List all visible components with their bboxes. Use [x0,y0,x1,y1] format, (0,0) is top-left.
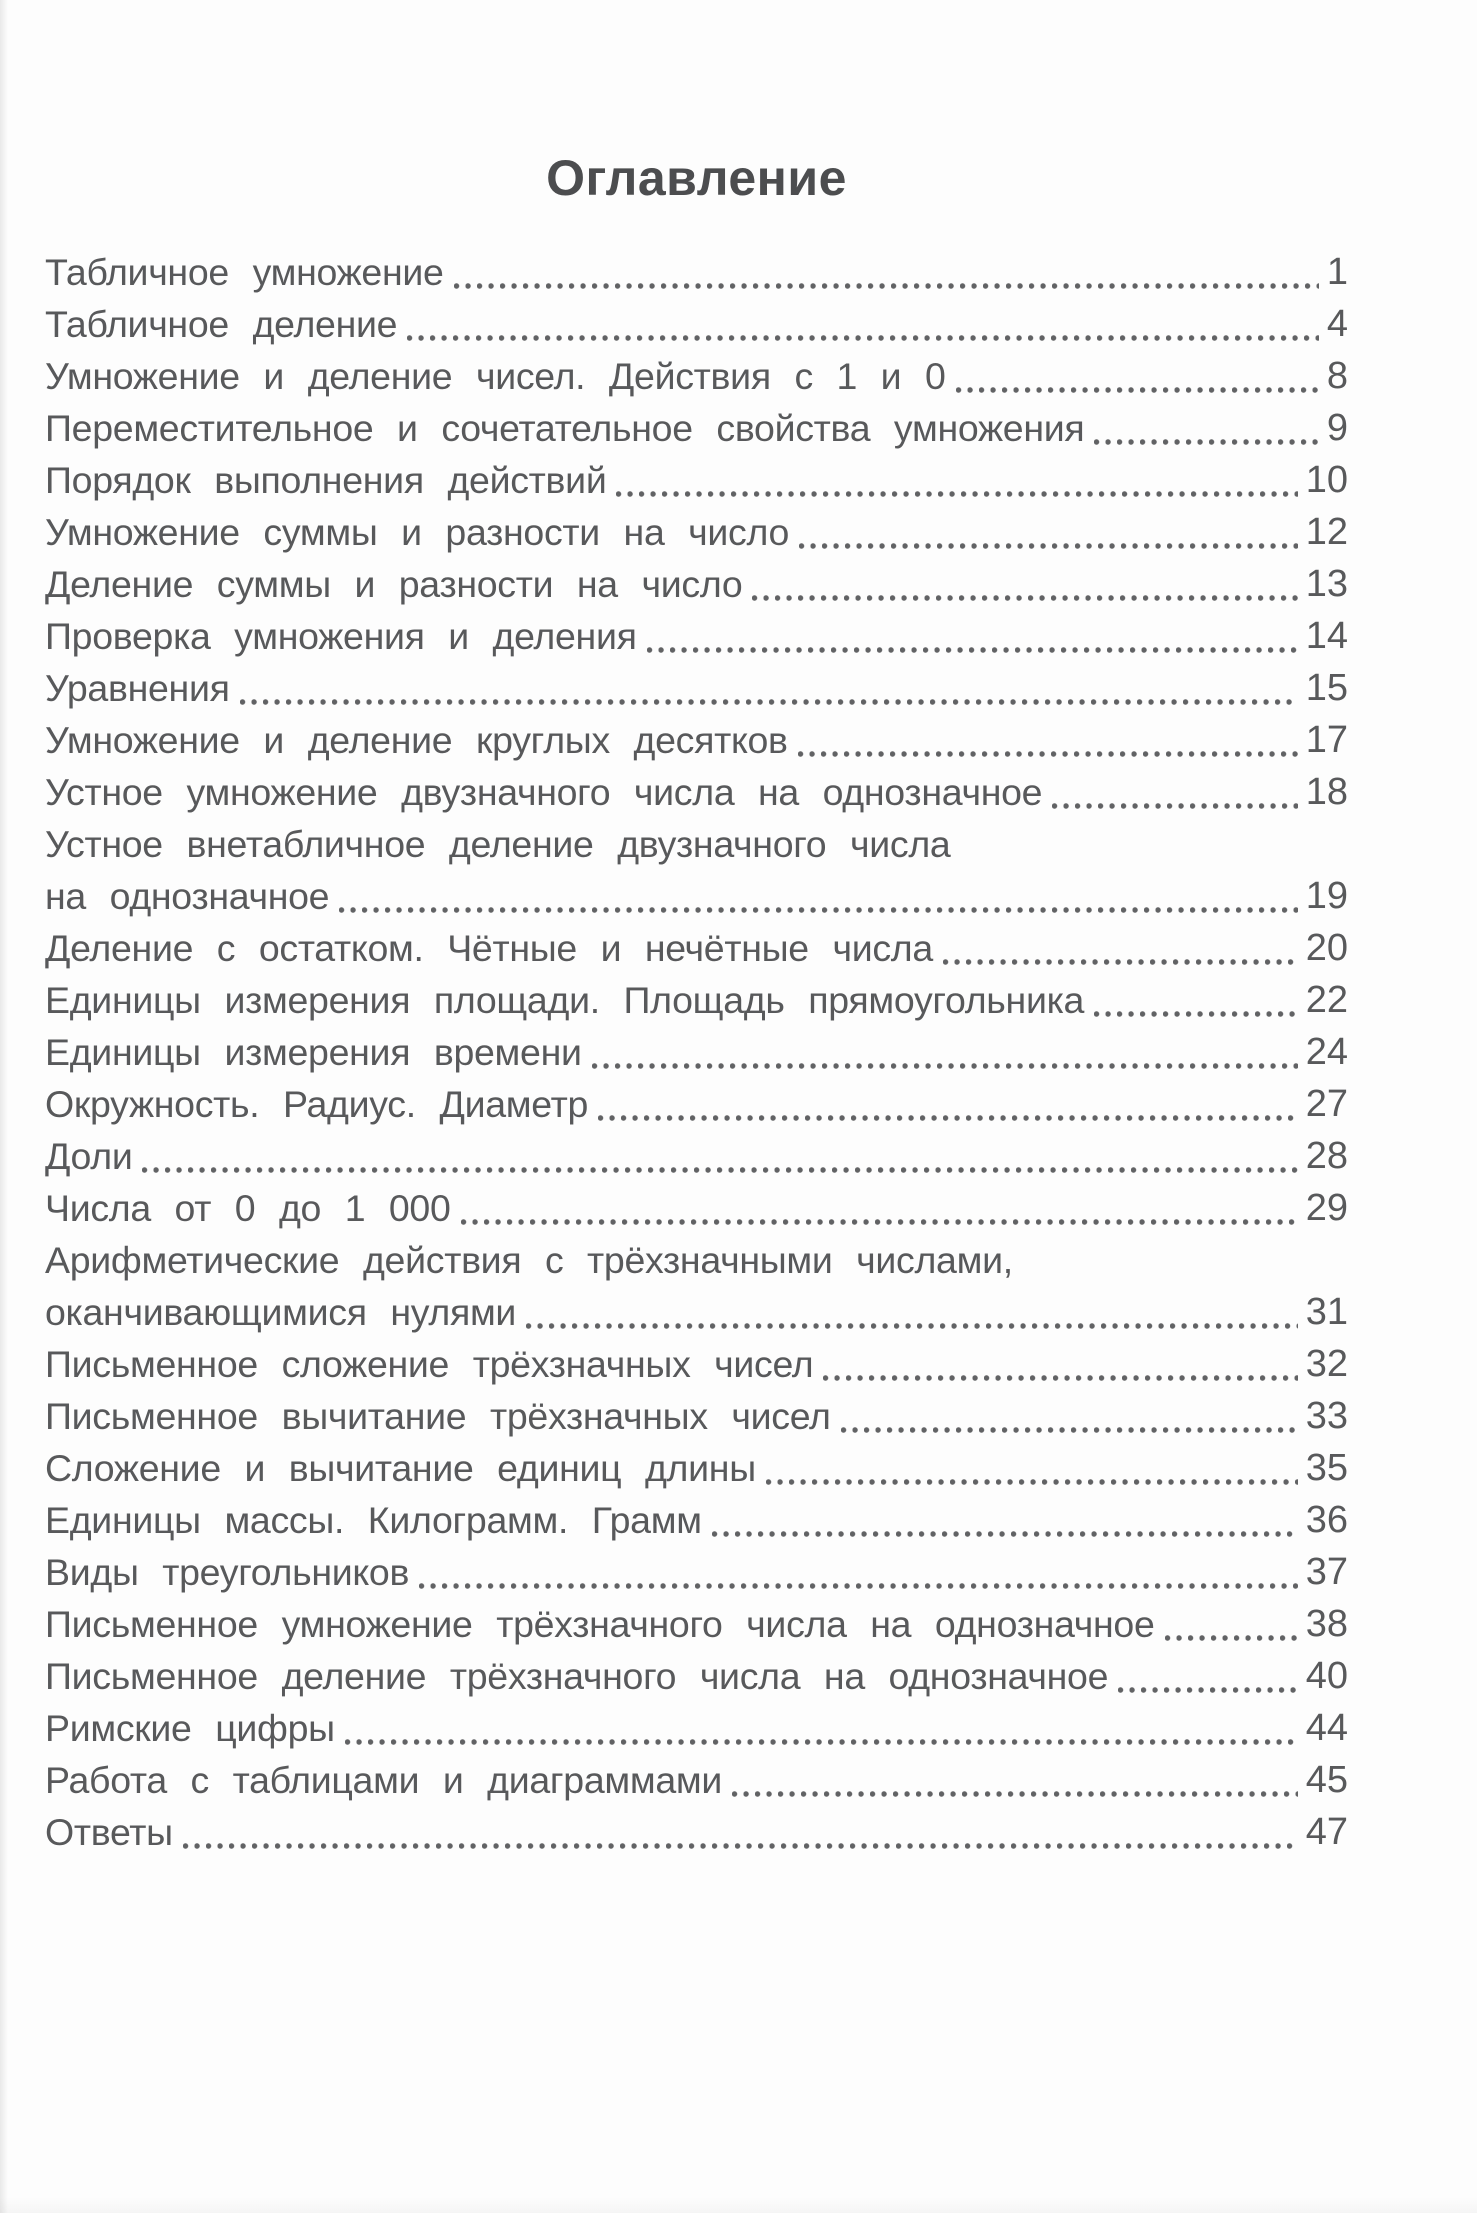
toc-entry-title: Римские цифры [45,1707,335,1749]
toc-entry-title: Окружность. Радиус. Диаметр [45,1083,589,1125]
toc-entry-title: Письменное деление трёхзначного числа на однозначное [45,1655,1109,1697]
toc-entry-title: Переместительное и сочетательное свойства умножения [45,407,1085,449]
dot-leader [956,387,1319,393]
toc-entry-page: 1 [1326,251,1348,293]
toc-entry-title: Ответы [45,1811,173,1853]
dot-leader [841,1427,1298,1433]
toc-entry-title: на однозначное [45,875,330,917]
dot-leader [1118,1687,1298,1693]
toc-entry-title: Арифметические действия с трёхзначными числами, [45,1239,1013,1281]
toc-line [45,298,1348,350]
toc-entry-title: Табличное умножение [45,251,444,293]
toc-entry-page: 22 [1305,979,1348,1021]
toc-line [45,1754,1348,1806]
toc-line [45,454,1348,506]
toc-entry-page: 44 [1305,1707,1348,1749]
toc-entry-page: 31 [1305,1291,1348,1333]
toc-entry-page: 33 [1305,1395,1348,1437]
toc-line [45,1806,1348,1858]
toc-entry-page: 18 [1305,771,1348,813]
dot-leader [798,751,1298,757]
toc-entry-title: Устное внетабличное деление двузначного числа [45,823,951,865]
dot-leader [799,543,1298,549]
toc-entry-page: 28 [1305,1135,1348,1177]
toc-entry-title: Порядок выполнения действий [45,459,607,501]
dot-leader [616,491,1297,497]
toc-entry-page: 40 [1305,1655,1348,1697]
page-title: Оглавление [546,150,847,206]
toc-line [45,870,1348,922]
toc-line [45,1650,1348,1702]
toc-entry-page: 20 [1305,927,1348,969]
toc-entry-page: 13 [1305,563,1348,605]
toc-line [45,1026,1348,1078]
toc-line [45,662,1348,714]
toc-entry-page: 47 [1305,1811,1348,1853]
dot-leader [142,1167,1297,1173]
dot-leader [339,907,1297,913]
toc-entry-page: 29 [1305,1187,1348,1229]
dot-leader [732,1791,1298,1797]
dot-leader [766,1479,1298,1485]
toc-line [45,610,1348,662]
toc-entry-page: 17 [1305,719,1348,761]
toc-line [45,714,1348,766]
toc-line [45,1598,1348,1650]
toc-entry-title: Доли [45,1135,133,1177]
toc-entry-title: Деление с остатком. Чётные и нечётные числа [45,927,933,969]
toc-line [45,1286,1348,1338]
dot-leader [1052,803,1297,809]
toc-entry-page: 37 [1305,1551,1348,1593]
toc-entry-title: Единицы измерения площади. Площадь прямоугольника [45,979,1085,1021]
toc-entry-title: Уравнения [45,667,230,709]
toc-entry-title: Виды треугольников [45,1551,410,1593]
toc-entry-page: 35 [1305,1447,1348,1489]
toc-entry-page: 19 [1305,875,1348,917]
toc-line [45,350,1348,402]
dot-leader [823,1375,1297,1381]
toc-entry-page: 9 [1326,407,1348,449]
toc-entry-page: 36 [1305,1499,1348,1541]
dot-leader [419,1583,1298,1589]
toc-line [45,1702,1348,1754]
dot-leader [1094,439,1318,445]
toc-entry-page: 15 [1305,667,1348,709]
dot-leader [592,1063,1298,1069]
dot-leader [454,283,1319,289]
toc-entry-title: Работа с таблицами и диаграммами [45,1759,723,1801]
toc-line [45,1078,1348,1130]
toc-entry-title: Числа от 0 до 1 000 [45,1187,451,1229]
toc-entry-page: 4 [1326,303,1348,345]
dot-leader [943,959,1298,965]
dot-leader [1094,1011,1298,1017]
toc-entry-page: 12 [1305,511,1348,553]
toc-entry-title: Письменное вычитание трёхзначных чисел [45,1395,831,1437]
toc-line [45,1546,1348,1598]
toc-list [45,246,1348,1858]
toc-line [45,402,1348,454]
dot-leader [712,1531,1298,1537]
toc-entry-title: оканчивающимися нулями [45,1291,517,1333]
toc-line [45,1390,1348,1442]
toc-entry-page: 38 [1305,1603,1348,1645]
dot-leader [240,699,1298,705]
toc-line [45,974,1348,1026]
toc-entry-title: Деление суммы и разности на число [45,563,743,605]
toc-entry-page: 24 [1305,1031,1348,1073]
toc-entry-page: 45 [1305,1759,1348,1801]
toc-line [45,1234,1348,1286]
toc-line [45,766,1348,818]
toc-entry-title: Письменное умножение трёхзначного числа на однозначное [45,1603,1155,1645]
toc-entry-title: Табличное деление [45,303,398,345]
toc-entry-title: Проверка умножения и деления [45,615,637,657]
toc-line [45,818,1348,870]
toc-line [45,1182,1348,1234]
dot-leader [183,1843,1298,1849]
toc-entry-title: Письменное сложение трёхзначных чисел [45,1343,814,1385]
toc-entry-title: Устное умножение двузначного числа на однозначное [45,771,1043,813]
toc-entry-page: 27 [1305,1083,1348,1125]
toc-entry-page: 14 [1305,615,1348,657]
toc-entry-title: Умножение и деление круглых десятков [45,719,788,761]
page-content [45,0,1348,1858]
dot-leader [526,1323,1298,1329]
toc-line [45,246,1348,298]
toc-line [45,1130,1348,1182]
toc-line [45,558,1348,610]
toc-line [45,1442,1348,1494]
dot-leader [752,595,1297,601]
toc-entry-page: 8 [1326,355,1348,397]
toc-line [45,922,1348,974]
dot-leader [461,1219,1298,1225]
toc-entry-title: Умножение и деление чисел. Действия с 1 и 0 [45,355,946,397]
toc-entry-page: 32 [1305,1343,1348,1385]
toc-entry-title: Умножение суммы и разности на число [45,511,790,553]
dot-leader [647,647,1298,653]
toc-line [45,506,1348,558]
toc-entry-title: Единицы массы. Килограмм. Грамм [45,1499,702,1541]
toc-entry-title: Единицы измерения времени [45,1031,582,1073]
dot-leader [598,1115,1298,1121]
toc-entry-title: Сложение и вычитание единиц длины [45,1447,756,1489]
toc-entry-page: 10 [1305,459,1348,501]
toc-line [45,1338,1348,1390]
dot-leader [407,335,1319,341]
toc-line [45,1494,1348,1546]
dot-leader [1165,1635,1298,1641]
dot-leader [345,1739,1298,1745]
